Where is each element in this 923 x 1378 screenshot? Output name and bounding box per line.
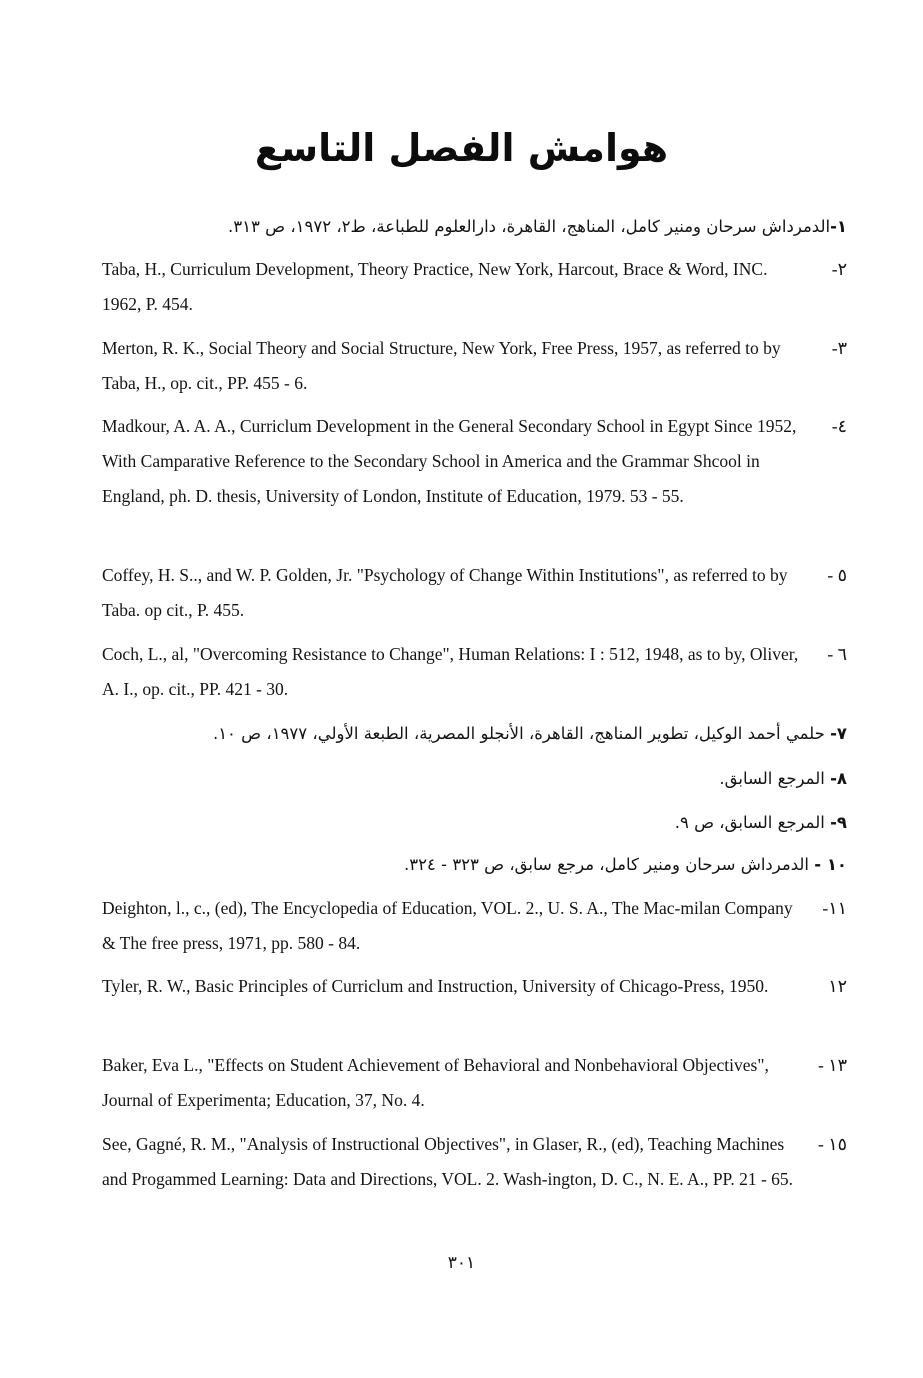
note-number: ٣- [831,338,847,358]
note-9 [87,805,847,840]
note-text: Baker, Eva L., "Effects on Student Achievement of Behavioral and Nonbehavioral Objectives", Journal of Experimenta; Education, 37, No. 4. [102,1055,769,1110]
note-number: ١٢ [828,976,847,996]
note-text: See, Gagné, R. M., "Analysis of Instructional Objectives", in Glaser, R., (ed), Teaching Machines and Progammed Learning: Data and Directions, VOL. 2. Wash-ington, D. C., N. E. A., PP. 21 - 65. [102,1134,794,1189]
note-text: Tyler, R. W., Basic Principles of Curriclum and Instruction, University of Chicago-Press, 1950. [102,976,769,996]
note-1 [87,209,847,244]
note-number: ٤- [831,416,847,436]
note-4 [102,409,847,514]
note-number: ٧- [830,724,847,743]
note-text: Coch, L., al, "Overcoming Resistance to Change", Human Relations: I : 512, 1948, as to by, Oliver, A. I., op. cit., PP. 421 - 30. [102,644,799,699]
note-13 [102,1048,847,1118]
note-text: Coffey, H. S.., and W. P. Golden, Jr. "Psychology of Change Within Institutions", as referred to by Taba. op cit., P. 455. [102,565,788,620]
note-text: المرجع السابق. [719,769,825,788]
note-3 [102,331,847,401]
note-text: Madkour, A. A. A., Curriclum Development in the General Secondary School in Egypt Since 1952, With Camparative Reference to the Secondary School in America and the Grammar Shcool in England, ph. D. thesis, University of London, Institute of Education, 1979. 53 - 55. [102,416,797,506]
note-text: Merton, R. K., Social Theory and Social Structure, New York, Free Press, 1957, as referred to by Taba, H., op. cit., PP. 455 - 6. [102,338,781,393]
note-7 [87,716,847,751]
note-number: ١٣ - [817,1055,847,1075]
note-text: Deighton, l., c., (ed), The Encyclopedia of Education, VOL. 2., U. S. A., The Mac-milan Company & The free press, 1971, pp. 580 - 84. [102,898,793,953]
note-15 [102,1127,847,1197]
note-text: حلمي أحمد الوكيل، تطوير المناهج، القاهرة، الأنجلو المصرية، الطبعة الأولي، ١٩٧٧، ص ١٠. [212,724,825,743]
note-number: ٢- [831,259,847,279]
note-11 [102,891,847,961]
note-number: ٩- [830,813,847,832]
note-number: ٥ - [827,565,847,585]
note-number: ٦ - [827,644,847,664]
note-2 [102,252,847,322]
page-number: ٣٠١ [447,1253,476,1273]
note-12 [102,969,847,1004]
note-text: الدمرداش سرحان ومنير كامل، مرجع سابق، ص ٣٢٣ - ٣٢٤. [404,855,809,874]
note-text: المرجع السابق، ص ٩. [674,813,825,832]
note-number: ٨- [830,769,847,788]
note-10 [87,847,847,882]
note-6 [102,637,847,707]
chapter-notes-title: هوامش الفصل التاسع [254,126,669,170]
note-8 [87,761,847,796]
note-number: ١١- [822,898,847,918]
note-5 [102,558,847,628]
note-text: الدمرداش سرحان ومنير كامل، المناهج، القاهرة، دارالعلوم للطباعة، ط٢، ١٩٧٢، ص ٣١٣. [228,217,831,236]
note-number: ١٥ - [817,1134,847,1154]
note-text: Taba, H., Curriculum Development, Theory Practice, New York, Harcout, Brace & Word, INC. 1962, P. 454. [102,259,768,314]
note-number: ١- [830,217,847,236]
note-number: ١٠ - [814,855,847,874]
